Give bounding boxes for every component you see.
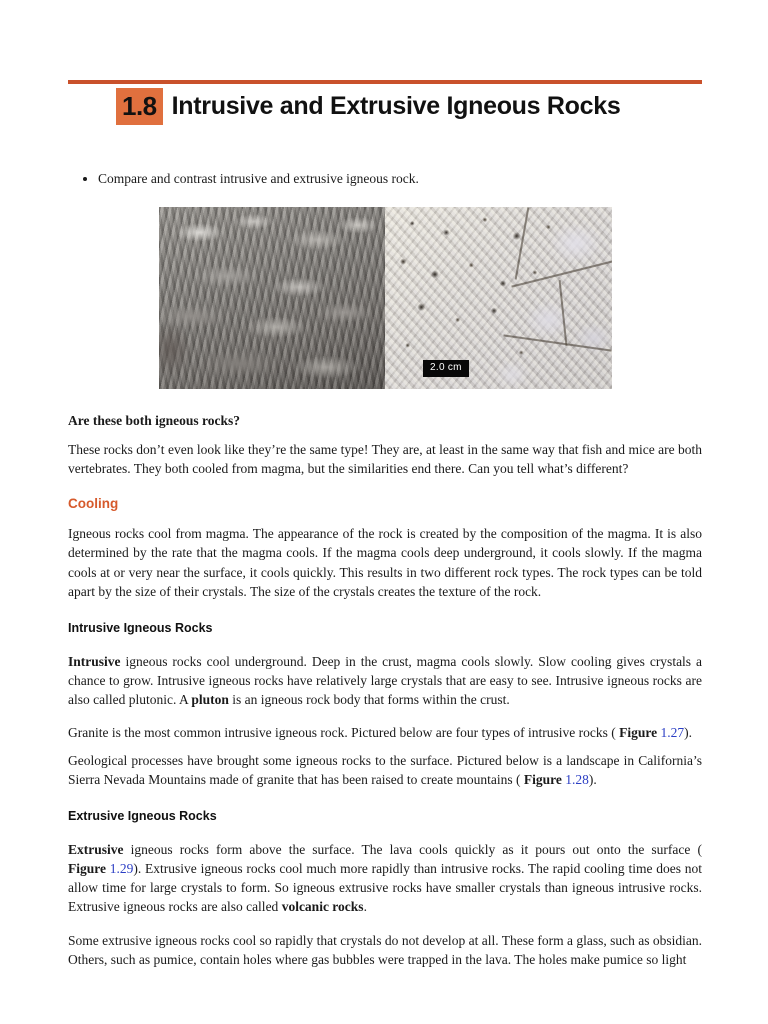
question-heading: Are these both igneous rocks? xyxy=(68,413,241,428)
figure-label: Figure xyxy=(523,771,562,787)
volcanic-rocks-term: volcanic rocks xyxy=(281,899,364,915)
cooling-paragraph: Igneous rocks cool from magma. The appearance of the rock is created by the composition of the magma. It is also determined by the rate that the magma cools. If the magma cools deep underground, it cools slowly. If the magma cools at or very near the surface, it cools quickly. This results in two different rock types. The rock types can be told apart by the size of their crystals. The size of the crystals creates the texture of the rock. xyxy=(68,526,702,599)
learning-objectives xyxy=(84,170,684,188)
objectives-list xyxy=(84,170,684,188)
extrusive-p1-text-2: ). Extrusive igneous rocks cool much more rapidly than intrusive rocks. The rapid cooling time does not allow time for large crystals to form. So igneous extrusive rocks have smaller crystals than igneous intrusive rocks. Extrusive igneous rocks are also called xyxy=(68,861,702,915)
extrusive-paragraph-1 xyxy=(68,840,702,917)
subheading-intrusive: Intrusive Igneous Rocks xyxy=(68,620,213,635)
pluton-term: pluton xyxy=(191,692,229,708)
header-rule xyxy=(68,80,702,84)
rock-comparison-figure xyxy=(159,207,612,389)
intrusive-p3-text-2: ). xyxy=(588,771,597,787)
extrusive-p1-text-3: . xyxy=(363,899,367,915)
subheading-extrusive: Extrusive Igneous Rocks xyxy=(68,808,217,823)
scale-bar-label: 2.0 cm xyxy=(423,360,469,377)
extrusive-p1-text-1: igneous rocks form above the surface. The lava cools quickly as it pours out onto the surface ( xyxy=(123,841,702,857)
figure-label: Figure xyxy=(68,861,106,877)
question-paragraph: These rocks don’t even look like they’re the same type! They are, at least in the same way that fish and mice are both vertebrates. They both cooled from magma, but the similarities end there. Can you tell what’s different? xyxy=(68,442,702,477)
section-header xyxy=(68,80,702,125)
intrusive-p3-text-1: Geological processes have brought some igneous rocks to the surface. Pictured below is a landscape in California’s Sierra Nevada Mountains made of granite that has been raised to create mountains ( xyxy=(68,752,702,787)
intrusive-lead-term: Intrusive xyxy=(68,653,121,669)
granite-closeup-photo xyxy=(385,207,612,389)
granite-crack-2 xyxy=(511,260,612,287)
intrusive-paragraph-3 xyxy=(68,751,702,789)
granite-crack-3 xyxy=(559,280,568,345)
granite-crack-4 xyxy=(503,334,611,351)
intrusive-p2-text-2: ). xyxy=(684,725,693,741)
section-number-badge: 1.8 xyxy=(116,88,163,125)
header-row xyxy=(68,88,702,125)
article-body xyxy=(68,413,702,983)
intrusive-p1-text-2: is an igneous rock body that forms within the crust. xyxy=(228,692,510,708)
intrusive-p1-text-1: igneous rocks cool underground. Deep in the crust, magma cools slowly. Slow cooling gives crystals a chance to grow. Intrusive igneous rocks have relatively large crystals that are easy to see. Intrusive igneous rocks are also called plutonic. A xyxy=(68,653,702,708)
figure-reference-127[interactable]: 1.27 xyxy=(660,725,685,741)
section-heading-cooling: Cooling xyxy=(68,496,119,512)
extrusive-lead-term: Extrusive xyxy=(68,841,124,857)
objective-item: • Compare and contrast intrusive and extrusive igneous rock. xyxy=(98,170,684,188)
intrusive-paragraph-2 xyxy=(68,723,702,742)
figure-reference-129[interactable]: 1.29 xyxy=(109,861,134,877)
extrusive-paragraph-2: Some extrusive igneous rocks cool so rapidly that crystals do not develop at all. These form a glass, such as obsidian. Others, such as pumice, contain holes where gas bubbles were trapped in the lava. The holes make pumice so light xyxy=(68,932,702,967)
page-title: Intrusive and Extrusive Igneous Rocks xyxy=(171,92,621,120)
intrusive-p2-text-1: Granite is the most common intrusive igneous rock. Pictured below are four types of intrusive rocks ( xyxy=(68,725,620,741)
intrusive-paragraph-1 xyxy=(68,652,702,709)
figure-reference-128[interactable]: 1.28 xyxy=(565,771,589,787)
granite-crack-1 xyxy=(515,207,530,279)
pahoehoe-lava-photo xyxy=(159,207,385,389)
figure-label: Figure xyxy=(619,725,658,741)
